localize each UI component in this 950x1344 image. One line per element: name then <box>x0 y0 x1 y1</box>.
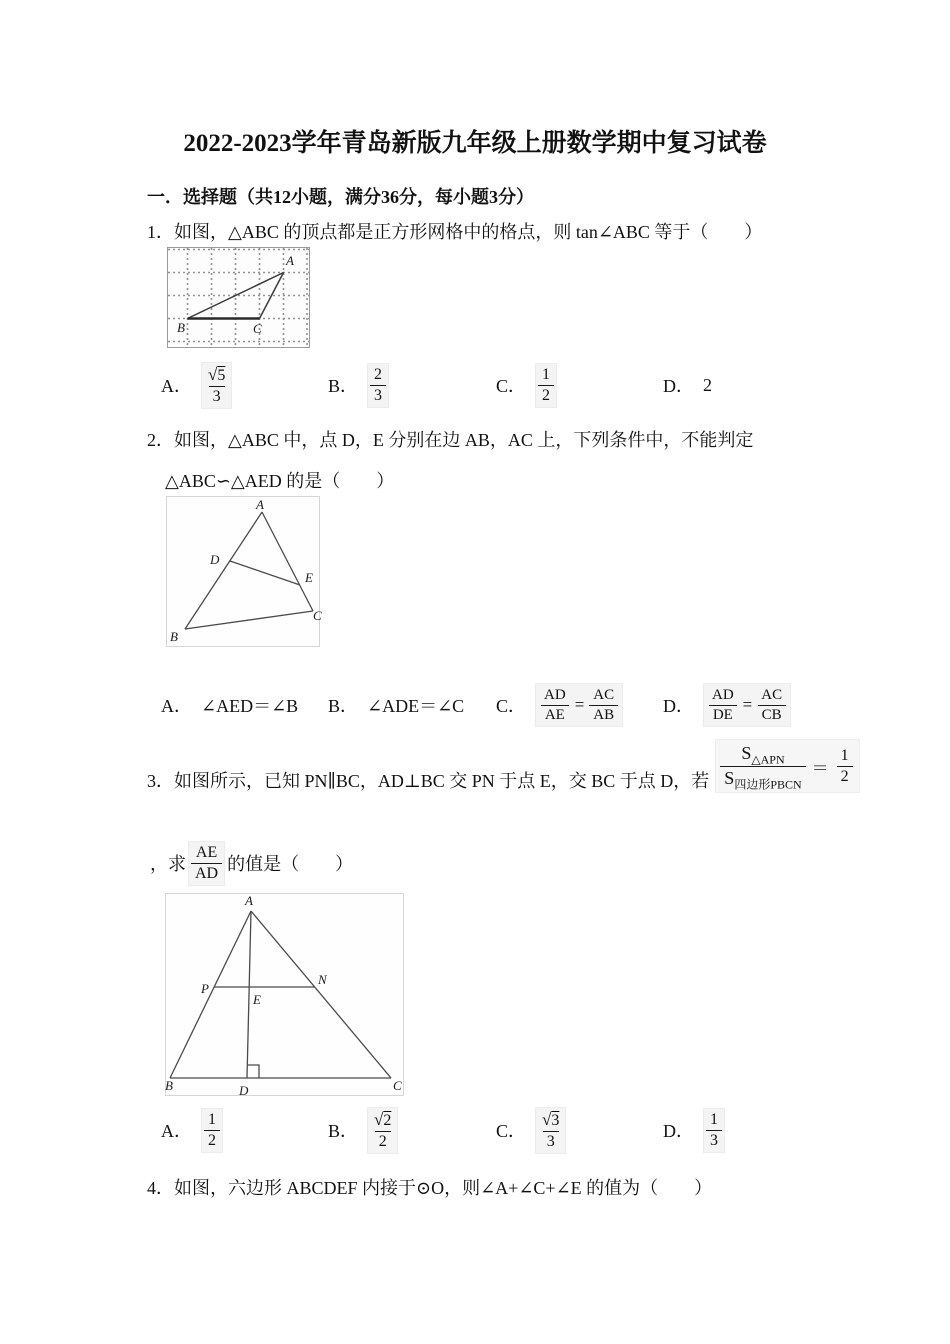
q2-figure-triangle-ade <box>166 496 324 647</box>
fraction-sqrt3-over-3: $\frac{√3}{3}$ <box>535 1107 566 1154</box>
q1-option-a <box>161 357 232 413</box>
fraction-ad-over-de: $\frac{AD}{DE}$ <box>708 686 738 725</box>
section-heading: 一．选择题（共12小题，满分36分，每小题3分） <box>147 187 534 207</box>
q4-stem: 4．如图，六边形 ABCDEF 内接于⊙O，则∠A+∠C+∠E 的值为（ ） <box>147 1178 713 1198</box>
equals-sign: = <box>574 695 585 714</box>
q2-stem-line2: △ABC∽△AED 的是（ ） <box>165 471 395 491</box>
vertex-label-b: B <box>177 320 185 335</box>
q2-option-b <box>328 676 464 734</box>
fraction-1-over-2: $\frac{1}{2}$ <box>201 1108 223 1153</box>
q3-stem-line1-row <box>147 730 860 802</box>
q2-option-a <box>161 676 298 734</box>
option-letter: B． <box>328 696 359 716</box>
option-letter: C． <box>496 1121 527 1141</box>
q1-figure-grid-triangle <box>167 247 310 348</box>
q3-option-b <box>328 1102 398 1158</box>
q3-line2-suffix: 的值是（ ） <box>227 854 354 874</box>
option-letter: D． <box>663 376 694 396</box>
vertex-label-e: E <box>253 992 261 1007</box>
s-symbol: S <box>741 742 752 763</box>
fraction-ac-over-ab: $\frac{AC}{AB}$ <box>589 686 618 725</box>
option-letter: C． <box>496 696 527 716</box>
radical-sign: √ <box>208 364 218 384</box>
ratio-equation <box>535 683 623 728</box>
vertex-label-b: B <box>170 629 178 644</box>
radical-sign: √ <box>542 1109 552 1129</box>
vertex-label-a: A <box>245 893 253 908</box>
vertex-label-d: D <box>239 1083 249 1097</box>
fraction-ad-over-ae: $\frac{AD}{AE}$ <box>540 686 570 725</box>
q3-line2-prefix: ，求 <box>150 854 186 874</box>
equals-sign: ＝ <box>811 758 829 778</box>
option-letter: B． <box>328 376 359 396</box>
q2-option-d <box>663 676 791 734</box>
q2-option-c <box>496 676 623 734</box>
fraction-2-over-3: $\frac{2}{3}$ <box>367 363 389 408</box>
option-letter: A． <box>161 376 192 396</box>
option-letter: C． <box>496 376 527 396</box>
radical-sign: √ <box>374 1109 384 1129</box>
fraction-1-over-3: $\frac{1}{3}$ <box>703 1108 725 1153</box>
option-letter: B． <box>328 1121 359 1141</box>
q1-option-b <box>328 357 389 413</box>
vertex-label-n: N <box>318 972 327 987</box>
q1-stem: 1．如图，△ABC 的顶点都是正方形网格中的格点，则 tan∠ABC 等于（ ） <box>147 222 763 242</box>
option-text: ∠AED＝∠B <box>201 696 299 716</box>
option-letter: A． <box>161 696 192 716</box>
option-letter: D． <box>663 1121 694 1141</box>
s-subscript-apn: △APN <box>751 752 785 767</box>
q3-option-d <box>663 1102 725 1158</box>
vertex-label-e: E <box>305 570 313 585</box>
page-title: 2022-2023学年青岛新版九年级上册数学期中复习试卷 <box>183 130 767 157</box>
figure-border <box>167 497 320 647</box>
q1-option-d <box>663 357 712 413</box>
vertex-label-a: A <box>286 253 294 268</box>
fraction-ae-over-ad: $\frac{AE}{AD}$ <box>188 841 225 886</box>
q3-option-a <box>161 1102 223 1158</box>
vertex-label-d: D <box>210 552 220 567</box>
fraction-sqrt5-over-3: $\frac{√5}{3}$ <box>201 362 232 409</box>
option-value: 2 <box>703 374 712 395</box>
vertex-label-b: B <box>165 1078 173 1093</box>
ratio-equation <box>703 683 791 728</box>
option-text: ∠ADE＝∠C <box>367 696 465 716</box>
vertex-label-p: P <box>201 981 209 996</box>
q2-stem-line1: 2．如图，△ABC 中，点 D，E 分别在边 AB，AC 上，下列条件中，不能判定 <box>147 430 754 450</box>
fraction-sqrt2-over-2: $\frac{√2}{2}$ <box>367 1107 398 1154</box>
option-letter: D． <box>663 696 694 716</box>
q1-option-c <box>496 357 557 413</box>
s-symbol: S <box>724 767 735 788</box>
area-ratio-equation <box>715 739 859 793</box>
s-subscript-pbcn: 四边形PBCN <box>734 777 802 792</box>
q3-figure-triangle-altitude <box>165 893 405 1097</box>
vertex-label-a: A <box>256 497 264 512</box>
q3-option-c <box>496 1102 566 1158</box>
vertex-label-c: C <box>253 321 262 336</box>
fraction-ac-over-cb: $\frac{AC}{CB}$ <box>757 686 786 725</box>
vertex-label-c: C <box>393 1078 402 1093</box>
fraction-s-apn-over-s-pbcn <box>720 742 805 790</box>
fraction-1-over-2: $\frac{1}{2}$ <box>835 745 855 788</box>
vertex-label-c: C <box>313 608 322 623</box>
q3-stem-line2-row <box>150 837 353 889</box>
q3-stem-line1: 3．如图所示，已知 PN∥BC，AD⊥BC 交 PN 于点 E，交 BC 于点 D，若 <box>147 771 710 791</box>
equals-sign: = <box>742 695 753 714</box>
option-letter: A． <box>161 1121 192 1141</box>
fraction-1-over-2: $\frac{1}{2}$ <box>535 363 557 408</box>
